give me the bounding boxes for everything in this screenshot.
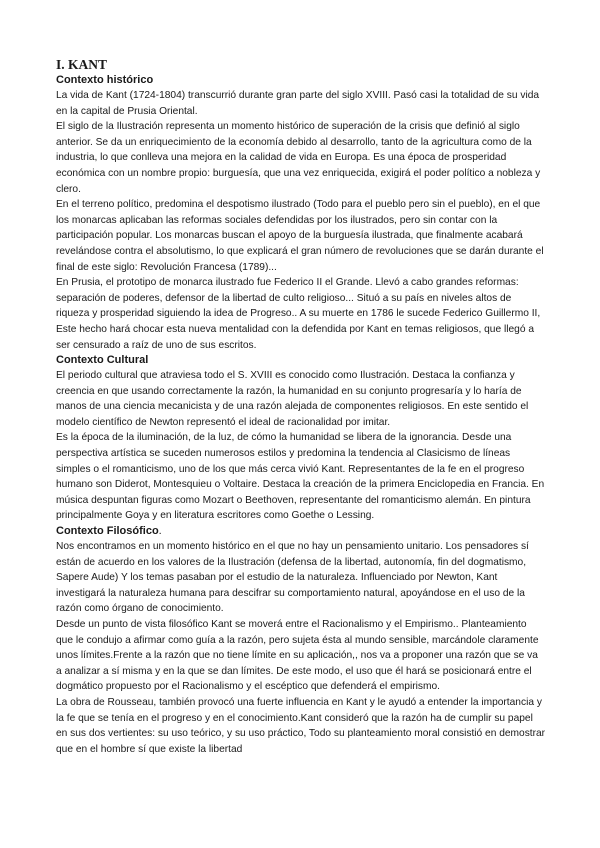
section-heading-suffix: . bbox=[158, 525, 162, 538]
section-heading-philosophical bbox=[56, 524, 546, 539]
paragraph: La vida de Kant (1724-1804) transcurrió durante gran parte del siglo XVIII. Pasó casi la totalidad de su vida en la capital de Prusia Oriental. bbox=[56, 90, 540, 117]
paragraph: El siglo de la Ilustración representa un momento histórico de superación de la crisis que definió al siglo anterior. Se da un enriquecimiento de la economía debido al desarrollo, tanto de la agricultura como de la industria, lo que conlleva una mejora en la calidad de vida en Europa. Es una época de prosperidad económica con un nombre propio: burguesía, que una vez enriquecida, exigirá el poder político a nobleza y clero. bbox=[56, 121, 541, 195]
section-heading-historical: Contexto histórico bbox=[56, 74, 154, 86]
section-heading-text: Contexto Filosófico bbox=[56, 525, 159, 538]
paragraph: En Prusia, el prototipo de monarca ilustrado fue Federico II el Grande. Llevó a cabo grandes reformas: separación de poderes, defensor de la libertad de culto religioso... Situó a su país en niveles altos de riqueza y prosperidad siguiendo la idea de Progreso.. A su muerte en 1786 le sucede Federico Guillermo II, Este hecho hará chocar esta nueva mentalidad con la defendida por Kant en temas religiosos, que llegó a ser censurado a raíz de uno de sus escritos. bbox=[56, 277, 541, 351]
paragraph: Nos encontramos en un momento histórico en el que no hay un pensamiento unitario. Los pensadores sí están de acuerdo en los valores de la Ilustración (defensa de la libertad, autonomía, fin del dogmatismo, Sapere Aude) Y los temas pasaban por el estudio de la naturaleza. Influenciado por Newton, Kant investigará la naturaleza humana para descifrar su comportamiento natural, apoyándose en el uso de la razón como órgano de conocimiento. bbox=[56, 541, 529, 615]
document-page bbox=[56, 56, 546, 757]
document-title: I. KANT bbox=[56, 57, 108, 72]
section-historical-context bbox=[56, 73, 546, 353]
paragraph: El periodo cultural que atraviesa todo el S. XVIII es conocido como Ilustración. Destaca la confianza y creencia en que usando correctamente la razón, la humanidad en su conjunto progresaría y lo haría de manos de una ciencia mecanicista y de una razón alejada de componentes religiosos. En este sentido el modelo científico de Newton representó el ideal de racionalidad por imitar. bbox=[56, 370, 529, 428]
paragraph: Desde un punto de vista filosófico Kant se moverá entre el Racionalismo y el Empirismo.. Planteamiento que le condujo a afirmar como guía a la razón, pero sujeta ésta al mundo sensible, marcándole claramente unos límites.Frente a la razón que no tiene límite en su aplicación,, nos va a proponer una razón que se va a analizar a sí misma y en la que se dan límites. De este modo, el uso que él hará se posicionará entre el dogmático propuesto por el Racionalismo y el escéptico que defenderá el empirismo. bbox=[56, 619, 539, 693]
section-heading-cultural: Contexto Cultural bbox=[56, 354, 149, 367]
section-philosophical-context bbox=[56, 524, 546, 757]
paragraph: Es la época de la iluminación, de la luz, de cómo la humanidad se libera de la ignorancia. Desde una perspectiva artística se suceden numerosos estilos y predomina la tendencia al Clasicismo de líneas simples o el romanticismo, uno de los que más cerca vivió Kant. Representantes de la fe en el progreso humano son Diderot, Montesquieu o Voltaire. Destaca la creación de la primera Enciclopedia en Francia. En música despuntan figuras como Mozart o Beethoven, representante del romanticismo alemán. En pintura principalmente Goya y en literatura escritores como Goethe o Lessing. bbox=[56, 432, 545, 522]
paragraph: La obra de Rousseau, también provocó una fuerte influencia en Kant y le ayudó a entender la importancia y la fe que se tenía en el progreso y en el conocimiento.Kant consideró que la razón ha de cumplir su papel en sus dos vertientes: su uso teórico, y su uso práctico, Todo su planteamiento moral consistió en demostrar que en el hombre sí que existe la libertad bbox=[56, 696, 546, 755]
paragraph: En el terreno político, predomina el despotismo ilustrado (Todo para el pueblo pero sin el pueblo), en el que los monarcas aplicaban las reformas sociales defendidas por los ilustrados, pero sin contar con la participación popular. Los monarcas buscan el apoyo de la burguesía ilustrada, que finalmente acabará revelándose contra el absolutismo, lo que explicará el gran número de revoluciones que se darán durante el final de este siglo: Revolución Francesa (1789)... bbox=[56, 199, 544, 273]
section-cultural-context bbox=[56, 353, 546, 524]
